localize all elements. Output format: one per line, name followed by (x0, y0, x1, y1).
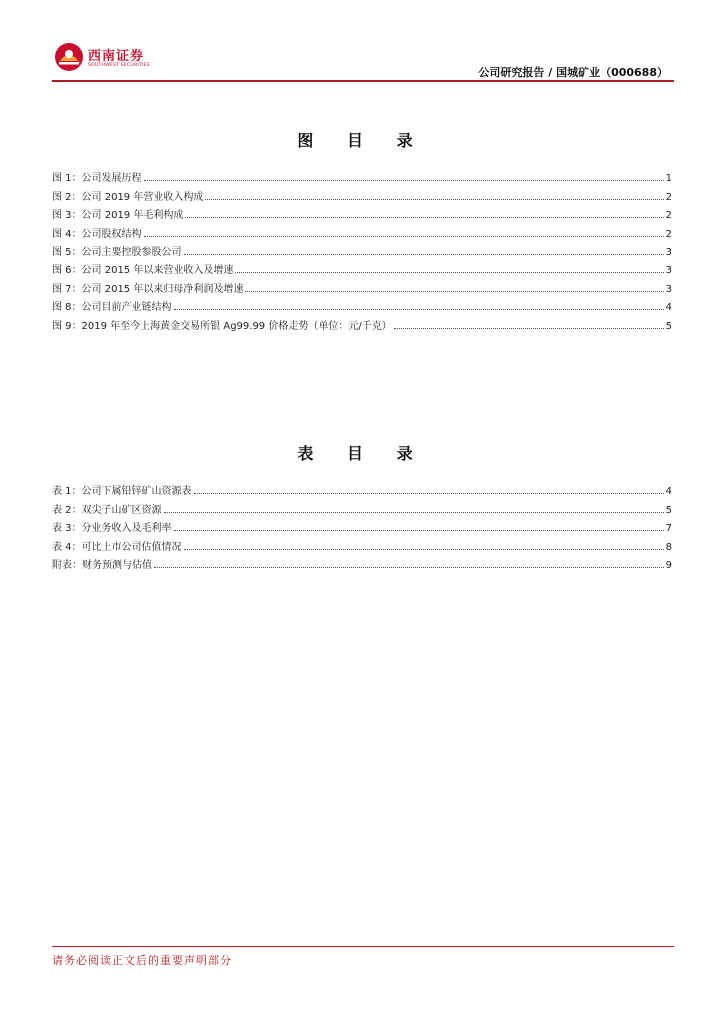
toc-entry-page: 5 (665, 504, 672, 516)
toc-entry-page: 2 (665, 228, 672, 240)
toc-entry[interactable] (52, 497, 672, 515)
toc-entry-page: 4 (665, 486, 672, 498)
company-logo (52, 40, 192, 76)
toc-dot-leader (184, 548, 664, 550)
logo-subtext: SOUTHWEST SECURITIES (88, 63, 150, 68)
toc-entry-page: 3 (665, 265, 672, 277)
toc-dot-leader (174, 308, 664, 310)
toc-entry[interactable] (52, 166, 672, 184)
toc-entry[interactable] (52, 276, 672, 294)
table-toc-title: 表 目 录 (297, 444, 427, 463)
toc-entry-label: 表 3：分业务收入及毛利率 (52, 523, 172, 535)
toc-entry[interactable] (52, 516, 672, 534)
header-divider (52, 80, 674, 82)
report-title: 公司研究报告 / 国城矿业（000688） (478, 66, 668, 79)
toc-dot-leader (194, 492, 664, 494)
toc-dot-leader (185, 216, 663, 218)
figure-toc-list (52, 166, 672, 332)
toc-entry[interactable] (52, 258, 672, 276)
toc-entry[interactable] (52, 295, 672, 313)
toc-entry-label: 图 5：公司主要控股参股公司 (52, 246, 182, 258)
toc-entry-page: 8 (665, 541, 672, 553)
toc-entry-page: 2 (665, 210, 672, 222)
toc-entry-page: 9 (665, 559, 672, 571)
figure-toc-title: 图 目 录 (297, 131, 427, 150)
logo-emblem-icon (54, 42, 84, 72)
toc-entry[interactable] (52, 553, 672, 571)
toc-entry-label: 图 8：公司目前产业链结构 (52, 302, 172, 314)
toc-entry[interactable] (52, 184, 672, 202)
toc-entry-label: 表 1：公司下属铅锌矿山资源表 (52, 486, 192, 498)
toc-entry-label: 图 1：公司发展历程 (52, 173, 142, 185)
toc-entry-page: 7 (665, 523, 672, 535)
toc-entry-label: 图 7：公司 2015 年以来归母净利润及增速 (52, 283, 244, 295)
toc-dot-leader (164, 511, 664, 513)
footer-disclaimer: 请务必阅读正文后的重要声明部分 (52, 954, 232, 967)
toc-entry-label: 图 3：公司 2019 年毛利构成 (52, 210, 184, 222)
toc-dot-leader (184, 253, 664, 255)
toc-entry-page: 4 (665, 302, 672, 314)
toc-entry[interactable] (52, 534, 672, 552)
toc-entry[interactable] (52, 203, 672, 221)
toc-entry[interactable] (52, 221, 672, 239)
toc-dot-leader (144, 235, 664, 237)
toc-entry[interactable] (52, 479, 672, 497)
toc-dot-leader (205, 198, 663, 200)
toc-entry-page: 1 (665, 173, 672, 185)
toc-entry-page: 2 (665, 191, 672, 203)
toc-dot-leader (235, 271, 663, 273)
toc-dot-leader (394, 327, 664, 329)
toc-entry-label: 图 9：2019 年至今上海黄金交易所银 Ag99.99 价格走势（单位：元/千克） (52, 320, 392, 332)
toc-dot-leader (154, 566, 664, 568)
toc-entry-label: 表 4：可比上市公司估值情况 (52, 541, 182, 553)
toc-entry-page: 5 (665, 320, 672, 332)
toc-dot-leader (144, 179, 664, 181)
toc-entry-label: 图 6：公司 2015 年以来营业收入及增速 (52, 265, 234, 277)
toc-entry-label: 附表：财务预测与估值 (52, 559, 152, 571)
toc-dot-leader (174, 529, 664, 531)
toc-entry-label: 图 2：公司 2019 年营业收入构成 (52, 191, 204, 203)
table-toc-list (52, 479, 672, 571)
page-header (52, 40, 674, 80)
logo-text: 西南证券 (88, 49, 145, 64)
toc-entry-label: 图 4：公司股权结构 (52, 228, 142, 240)
toc-entry-page: 3 (665, 283, 672, 295)
toc-entry-page: 3 (665, 246, 672, 258)
toc-dot-leader (245, 290, 663, 292)
toc-entry[interactable] (52, 240, 672, 258)
toc-entry-label: 表 2：双尖子山矿区资源 (52, 504, 162, 516)
toc-entry[interactable] (52, 313, 672, 331)
footer-divider (52, 946, 674, 947)
